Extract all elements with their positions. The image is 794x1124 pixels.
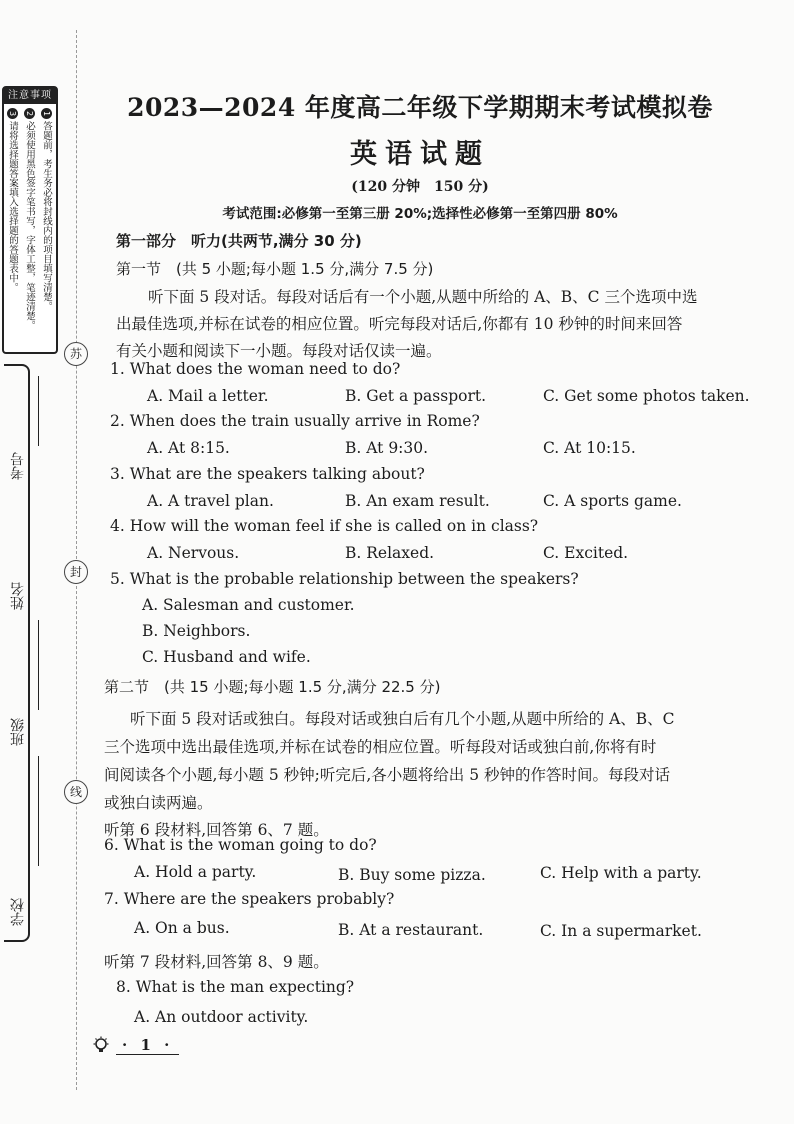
class-label: 班级 [10, 718, 26, 746]
question-stem: 3. What are the speakers talking about? [110, 465, 425, 483]
part1-title: 第一部分 听力(共两节,满分 30 分) [116, 232, 362, 250]
option-a: A. A travel plan. [147, 492, 274, 510]
option-b: B. An exam result. [345, 492, 490, 510]
option-a: A. Mail a letter. [147, 387, 269, 405]
option-b: B. Neighbors. [142, 622, 251, 640]
class-field[interactable] [38, 756, 39, 866]
page-number: · 1 · [116, 1036, 179, 1055]
option-a: A. Salesman and customer. [142, 596, 355, 614]
option-c: C. Husband and wife. [142, 648, 311, 666]
question-stem: 6. What is the woman going to do? [104, 836, 377, 854]
option-b: B. Buy some pizza. [338, 866, 486, 884]
exam-number-field[interactable] [38, 376, 39, 446]
section2-title: 第二节 (共 15 小题;每小题 1.5 分,满分 22.5 分) [104, 678, 441, 696]
question-stem: 2. When does the train usually arrive in Rome? [110, 412, 480, 430]
section1-instruction: 听下面 5 段对话。每段对话后有一个小题,从题中所给的 A、B、C 三个选项中选 [148, 288, 698, 306]
option-b: B. Relaxed. [345, 544, 435, 562]
section2-instruction: 三个选项中选出最佳选项,并标在试卷的相应位置。听每段对话或独白前,你将有时 [104, 738, 657, 756]
lightbulb-icon [92, 1036, 110, 1054]
student-info-frame [4, 364, 30, 942]
seal-mark-su: 苏 [64, 342, 88, 366]
notice-box [2, 86, 58, 354]
option-a: A. At 8:15. [147, 439, 230, 457]
name-field[interactable] [38, 620, 39, 710]
material-note: 听第 7 段材料,回答第 8、9 题。 [104, 953, 329, 971]
section2-instruction: 间阅读各个小题,每小题 5 秒钟;听完后,各小题将给出 5 秒钟的作答时间。每段对话 [104, 766, 671, 784]
option-c: C. Excited. [543, 544, 629, 562]
name-label: 姓名 [10, 582, 26, 610]
seal-mark-feng: 封 [64, 560, 88, 584]
option-b: B. At a restaurant. [338, 921, 484, 939]
section1-title: 第一节 (共 5 小题;每小题 1.5 分,满分 7.5 分) [116, 260, 434, 278]
subject-title: 英语试题 [350, 139, 490, 170]
notice-item-1: 1答题前，考生务必将封线内的项目填写清楚。 [38, 108, 54, 348]
option-c: C. At 10:15. [543, 439, 636, 457]
material-note: 听第 6 段材料,回答第 6、7 题。 [104, 821, 329, 839]
question-stem: 7. Where are the speakers probably? [104, 890, 395, 908]
option-c: C. Get some photos taken. [543, 387, 750, 405]
section1-instruction: 出最佳选项,并标在试卷的相应位置。听完每段对话后,你都有 10 秒钟的时间来回答 [116, 315, 683, 333]
time-score: (120 分钟 150 分) [351, 179, 489, 195]
question-stem: 1. What does the woman need to do? [110, 360, 401, 378]
option-a: A. Hold a party. [134, 863, 257, 881]
seal-mark-xian: 线 [64, 780, 88, 804]
option-a: A. Nervous. [147, 544, 240, 562]
section2-instruction: 或独白读两遍。 [104, 794, 213, 812]
option-c: C. Help with a party. [540, 864, 702, 882]
notice-item-2: 2必须使用黑色签字笔书写，字体工整，笔迹清楚。 [21, 108, 37, 348]
option-c: C. In a supermarket. [540, 922, 702, 940]
question-stem: 5. What is the probable relationship between the speakers? [110, 570, 579, 588]
exam-number-label: 考号 [10, 452, 26, 480]
option-a: A. An outdoor activity. [134, 1008, 309, 1026]
school-label: 学校 [10, 898, 26, 926]
exam-title: 2023—2024 年度高二年级下学期期末考试模拟卷 [127, 93, 713, 122]
section1-instruction: 有关小题和阅读下一小题。每段对话仅读一遍。 [116, 342, 442, 360]
notice-item-3: 3请将选择题答案填入选择题的答题表中。 [4, 108, 20, 348]
question-stem: 8. What is the man expecting? [116, 978, 355, 996]
option-a: A. On a bus. [134, 919, 230, 937]
question-stem: 4. How will the woman feel if she is called on in class? [110, 517, 539, 535]
option-b: B. Get a passport. [345, 387, 487, 405]
option-c: C. A sports game. [543, 492, 682, 510]
option-b: B. At 9:30. [345, 439, 429, 457]
section2-instruction: 听下面 5 段对话或独白。每段对话或独白后有几个小题,从题中所给的 A、B、C [130, 710, 675, 728]
notice-title: 注意事项 [4, 88, 56, 104]
exam-scope: 考试范围:必修第一至第三册 20%;选择性必修第一至第四册 80% [222, 206, 618, 222]
